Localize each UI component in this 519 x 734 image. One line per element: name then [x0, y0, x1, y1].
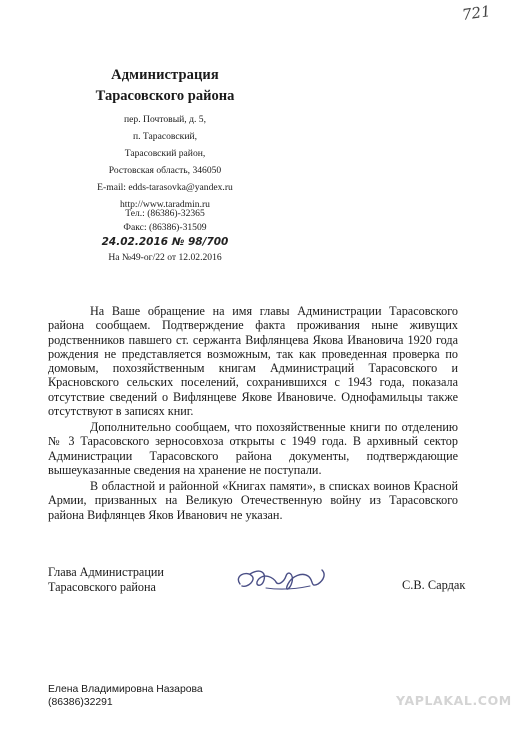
executor-phone: (86386)32291: [48, 696, 113, 708]
signatory-title-line1: Глава Администрации: [48, 565, 164, 579]
site-watermark: YAPLAKAL.COM: [396, 693, 512, 708]
paragraph-text: На Ваше обращение на имя главы Администрации Тарасовского района сообщаем. Подтверждение факта проживания ныне живущих родственников павшего ст. сержанта Вифлянцева Якова Ивановича 1920 года рождения не представляется возможным, так как проведенная проверка по домовым, похозяйственным книгам Администраций Тарасовского и Красновского сельских поселений, сохранившихся с 1943 года, показала отсутствие сведений о Вифлянцеве Якове Ивановиче. Однофамильцы также отсутствуют в записях книг.: [48, 304, 458, 419]
executor-name: Елена Владимировна Назарова: [48, 684, 203, 695]
address-email: E-mail: edds-tarasovka@yandex.ru: [97, 182, 233, 193]
handwritten-signature-icon: [226, 562, 336, 602]
signatory-title: [48, 565, 164, 594]
signatory-name: С.В. Сардак: [402, 578, 466, 592]
body-paragraph-1: [48, 304, 458, 418]
address-settlement: п. Тарасовский,: [133, 131, 197, 142]
corner-handwritten-number: 721: [460, 2, 492, 24]
address-website: http://www.taradmin.ru: [120, 199, 210, 210]
reply-reference: На №49-ог/22 от 12.02.2016: [108, 252, 222, 263]
body-paragraph-3: [48, 479, 458, 522]
address-region: Ростовская область, 346050: [108, 165, 222, 176]
address-fax: Факс: (86386)-31509: [123, 222, 207, 233]
org-name-line2: Тарасовского района: [95, 88, 235, 104]
address-street: пер. Почтовый, д. 5,: [124, 114, 206, 125]
executor-info: [48, 684, 203, 709]
paragraph-text: Дополнительно сообщаем, что похозяйственные книги по отделению № 3 Тарасовского зерносовхоза открыты с 1949 года. В архивный сектор Администрации Тарасовского района документы, подтверждающие вышеуказанные сведения на хранение не поступали.: [48, 420, 458, 477]
address-phone: Тел.: (86386)-32365: [125, 208, 205, 219]
outgoing-reference: 24.02.2016 № 98/700: [101, 236, 229, 248]
body-paragraph-2: [48, 420, 458, 477]
address-district: Тарасовский район,: [124, 148, 206, 159]
org-name-line1: Администрация: [111, 67, 219, 83]
paragraph-text: В областной и районной «Книгах памяти», в списках воинов Красной Армии, призванных на Великую Отечественную войну из Тарасовского района Вифлянцев Яков Иванович не указан.: [48, 479, 458, 522]
signatory-title-line2: Тарасовского района: [48, 579, 156, 594]
